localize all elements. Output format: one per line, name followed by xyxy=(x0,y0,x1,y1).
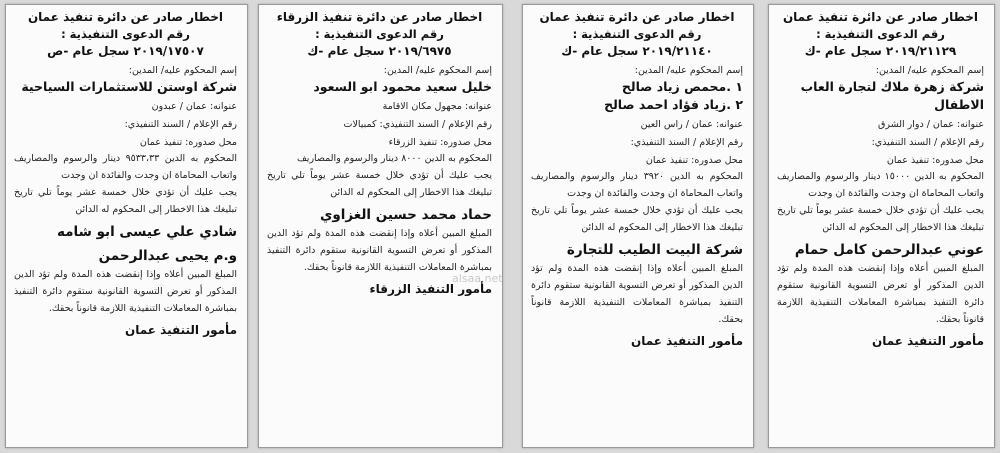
judgment-text: المحكوم به الدين ٣٩٢٠ دينار والرسوم والمصاريف واتعاب المحاماة ان وجدت والفائدة ان وجدت xyxy=(531,171,743,199)
signature: مأمور التنفيذ الزرقاء xyxy=(369,282,492,296)
respondent-label: إسم المحكوم عليه/ المدين: xyxy=(128,65,237,76)
notice-number: رقم الإعلام / السند التنفيذي: xyxy=(124,119,237,130)
notice-number: رقم الإعلام / السند التنفيذي: xyxy=(871,137,984,148)
case-label: رقم الدعوى التنفيذية : xyxy=(315,27,444,41)
notice-card-2 xyxy=(522,4,754,448)
issued-by: محل صدوره: تنفيذ الزرقاء xyxy=(388,137,492,148)
case-number: ٢٠١٩/٢١١٢٩ سجل عام -ك xyxy=(804,44,957,58)
notice-title: اخطار صادر عن دائرة تنفيذ عمان xyxy=(782,10,979,24)
signature: مأمور التنفيذ عمان xyxy=(630,334,743,348)
notice-card-1 xyxy=(768,4,995,448)
judgment-text: المحكوم به الدين ١٥٠٠٠ دينار والرسوم والمصاريف واتعاب المحاماة ان وجدت والفائدة ان وجدت xyxy=(777,171,984,199)
respondent-label: إسم المحكوم عليه/ المدين: xyxy=(634,65,743,76)
watermark: alsaa.net xyxy=(452,272,503,285)
creditor-name: شركة البيت الطيب للتجارة xyxy=(566,242,743,258)
case-number: ٢٠١٩/٦٩٧٥ سجل عام -ك xyxy=(307,44,452,58)
creditor-name: و.م يحيى عبدالرحمن xyxy=(98,248,237,264)
notice-card-3 xyxy=(258,4,503,448)
signature: مأمور التنفيذ عمان xyxy=(124,323,237,337)
notice-title: اخطار صادر عن دائرة تنفيذ عمان xyxy=(539,10,735,24)
closing-text: المبلغ المبين أعلاه وإذا إنقضت هذه المدة ولم تؤد الدين المذكور أو تعرض التسوية القانونية ستقوم دائرة التنفيذ بمباشرة المعاملات التنفيذية اللازمة قانوناً بحقك. xyxy=(267,228,492,273)
notice-number: رقم الإعلام / السند التنفيذي: كمبيالات xyxy=(343,119,492,130)
closing-text: المبلغ المبين أعلاه وإذا إنقضت هذه المدة ولم تؤد الدين المذكور أو تعرض التسوية القانونية ستقوم دائرة التنفيذ بمباشرة المعاملات التنفيذية اللازمة قانوناً بحقك. xyxy=(531,263,743,325)
notice-card-4 xyxy=(5,4,248,448)
respondent-name: شركة اوستن للاستثمارات السياحية xyxy=(21,79,237,94)
address: عنوانه: عمان / دوار الشرق xyxy=(878,119,984,130)
demand-text: يجب عليك أن تؤدي خلال خمسة عشر يوماً تلي تاريخ تبليغك هذا الاخطار إلى المحكوم له الدائن xyxy=(14,187,237,215)
address: عنوانه: عمان / راس العين xyxy=(640,119,743,130)
respondent-name: ١ .محمص زياد صالح xyxy=(621,79,743,94)
judgment-text: المحكوم به الدين ٩٥٣٣،٣٣ دينار والرسوم والمصاريف واتعاب المحاماة ان وجدت والفائدة ان وجدت xyxy=(14,153,237,181)
creditor-name: شادي علي عيسى ابو شامه xyxy=(56,224,237,240)
respondent-name: شركة زهرة ملاك لتجارة العاب الاطفال xyxy=(800,79,984,112)
notice-title: اخطار صادر عن دائرة تنفيذ الزرقاء xyxy=(276,10,483,24)
case-label: رقم الدعوى التنفيذية : xyxy=(61,27,190,41)
closing-text: المبلغ المبين أعلاه وإذا إنقضت هذه المدة ولم تؤد الدين المذكور أو تعرض التسوية القانونية ستقوم دائرة التنفيذ بمباشرة المعاملات التنفيذية اللازمة قانوناً بحقك. xyxy=(777,263,984,325)
issued-by: محل صدوره: تنفيذ عمان xyxy=(886,155,984,166)
respondent-name: ٢ .زياد فؤاد احمد صالح xyxy=(604,97,743,112)
case-label: رقم الدعوى التنفيذية : xyxy=(816,27,945,41)
closing-text: المبلغ المبين أعلاه وإذا إنقضت هذه المدة ولم تؤد الدين المذكور أو تعرض التسوية القانونية ستقوم دائرة التنفيذ بمباشرة المعاملات التنفيذية اللازمة قانوناً بحقك. xyxy=(14,269,237,314)
respondent-label: إسم المحكوم عليه/ المدين: xyxy=(383,65,492,76)
signature: مأمور التنفيذ عمان xyxy=(871,334,984,348)
creditor-name: عوني عبدالرحمن كامل حمام xyxy=(794,242,984,258)
case-number: ٢٠١٩/٢١١٤٠ سجل عام -ك xyxy=(561,44,713,58)
address: عنوانه: عمان / عبدون xyxy=(151,101,237,112)
demand-text: يجب عليك أن تؤدي خلال خمسة عشر يوماً تلي تاريخ تبليغك هذا الاخطار إلى المحكوم له الدائن xyxy=(531,205,743,233)
case-label: رقم الدعوى التنفيذية : xyxy=(572,27,702,41)
demand-text: يجب عليك أن تؤدي خلال خمسة عشر يوماً تلي تاريخ تبليغك هذا الاخطار إلى المحكوم له الدائن xyxy=(777,205,984,233)
notice-title: اخطار صادر عن دائرة تنفيذ عمان xyxy=(27,10,224,24)
issued-by: محل صدوره: تنفيذ عمان xyxy=(139,137,237,148)
judgment-text: المحكوم به الدين ٨٠٠٠ دينار والرسوم والمصاريف xyxy=(296,153,492,164)
respondent-name: خليل سعيد محمود ابو السعود xyxy=(313,79,492,94)
creditor-name: حماد محمد حسين الغزاوي xyxy=(319,207,492,223)
address: عنوانه: مجهول مكان الاقامة xyxy=(382,101,492,112)
respondent-label: إسم المحكوم عليه/ المدين: xyxy=(875,65,984,76)
notice-number: رقم الإعلام / السند التنفيذي: xyxy=(630,137,743,148)
case-number: ٢٠١٩/١٧٥٠٧ سجل عام -ص xyxy=(47,44,204,58)
demand-text: يجب عليك أن تؤدي خلال خمسة عشر يوماً تلي تاريخ تبليغك هذا الاخطار إلى المحكوم له الدائن xyxy=(267,170,492,198)
issued-by: محل صدوره: تنفيذ عمان xyxy=(645,155,743,166)
